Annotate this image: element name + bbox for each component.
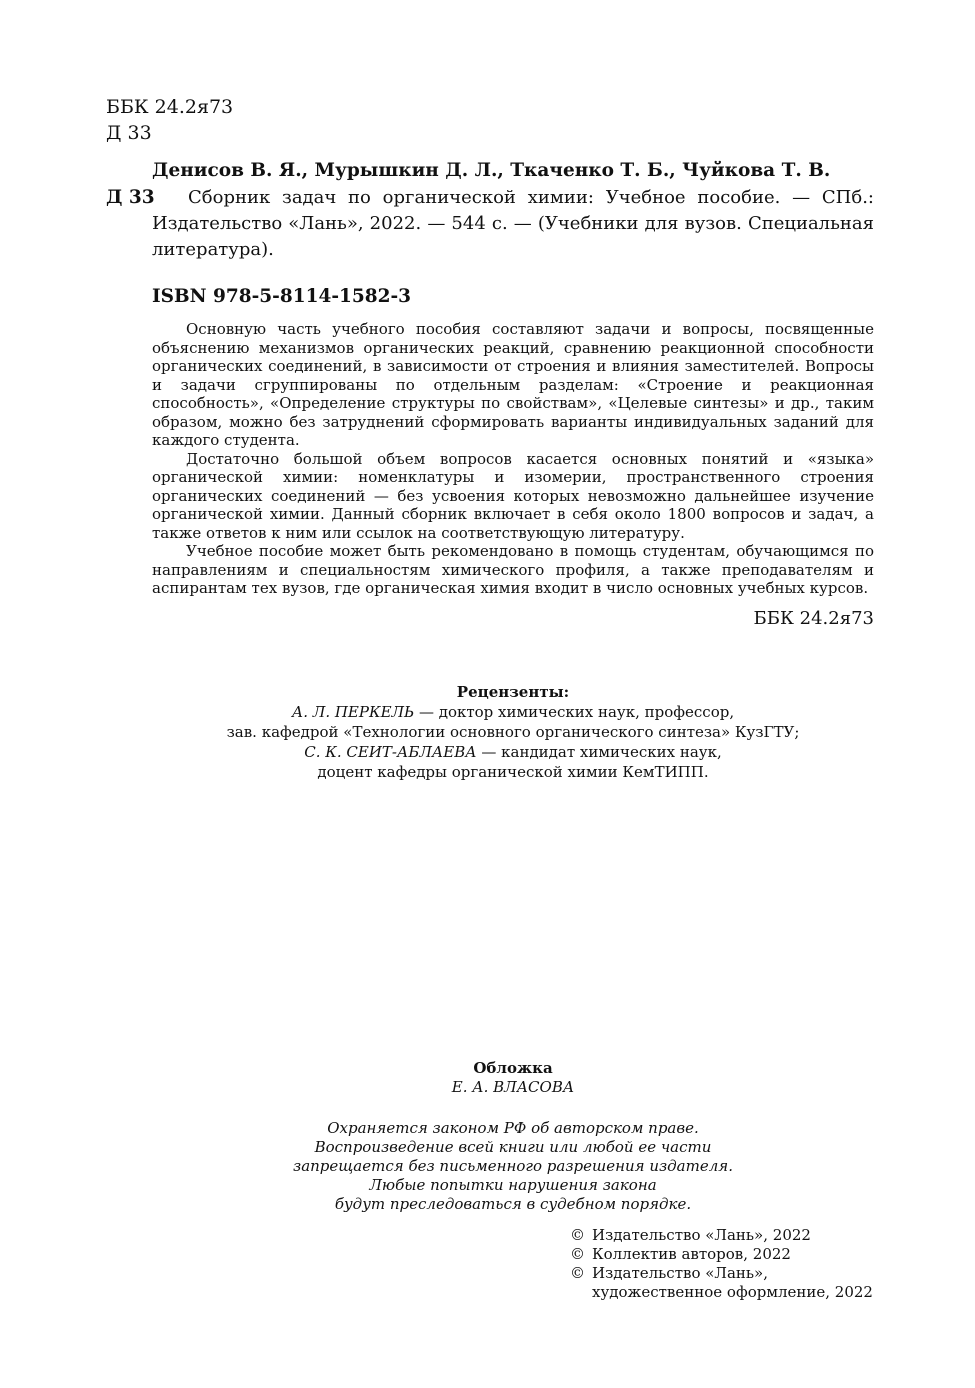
abstract-paragraph: Основную часть учебного пособия составляют задачи и вопросы, посвященные объяснению механизмов органических реакций, сравнению реакционной способности органических соединений, в зависимости от строения и влияния заместителей. Вопросы и задачи сгруппированы по отдельным разделам: «Строение и реакционная способность», «Определение структуры по свойствам», «Целевые синтезы» и др., таким образом, можно без затруднений сформировать варианты индивидуальных заданий для каждого студента. xyxy=(152,320,874,449)
copyright-icon: © xyxy=(570,1245,585,1263)
reviewers-heading: Рецензенты: xyxy=(456,683,570,701)
cover-heading: Обложка xyxy=(473,1059,553,1077)
copyright-line-continued: художественное оформление, 2022 xyxy=(592,1283,873,1301)
copyright-line: © Коллектив авторов, 2022 xyxy=(570,1245,791,1263)
cover-designer: Е. А. ВЛАСОВА xyxy=(451,1078,575,1096)
law-line: будут преследоваться в судебном порядке. xyxy=(334,1195,692,1213)
reviewer-1-position: зав. кафедрой «Технологии основного органического синтеза» КузГТУ; xyxy=(226,723,800,741)
copyright-line: © Издательство «Лань», 2022 xyxy=(570,1226,811,1244)
reviewer-2-title: — кандидат химических наук, xyxy=(476,743,722,761)
reviewer-1 xyxy=(152,702,874,722)
law-line: Воспроизведение всей книги или любой ее части xyxy=(314,1138,712,1156)
copyright-block xyxy=(570,1226,873,1302)
law-line: запрещается без письменного разрешения издателя. xyxy=(293,1157,733,1175)
reviewer-2 xyxy=(152,742,874,762)
authors: Денисов В. Я., Мурышкин Д. Л., Ткаченко Т. Б., Чуйкова Т. В. xyxy=(152,160,831,181)
bbk-code-right: ББК 24.2я73 xyxy=(753,608,874,629)
abstract-paragraph: Учебное пособие может быть рекомендовано в помощь студентам, обучающимся по направлениям и специальностям химического профиля, а также преподавателям и аспирантам тех вузов, где органическая химия входит в число основных учебных курсов. xyxy=(152,542,874,597)
bbk-header xyxy=(106,94,233,146)
isbn: ISBN 978-5-8114-1582-3 xyxy=(152,286,412,307)
abstract xyxy=(152,320,874,598)
law-line: Охраняется законом РФ об авторском праве. xyxy=(327,1119,699,1137)
reviewer-1-name: А. Л. ПЕРКЕЛЬ xyxy=(291,703,415,721)
bbk-code: ББК 24.2я73 xyxy=(106,96,234,118)
copyright-icon: © xyxy=(570,1226,585,1244)
abstract-paragraph: Достаточно большой объем вопросов касается основных понятий и «языка» органической химии: номенклатуры и изомерии, пространственного строения органических соединений — без усвоения которых невозможно дальнейшее изучение органической химии. Данный сборник включает в себя около 1800 вопросов и задач, а также ответов к ним или ссылок на соответствующую литературу. xyxy=(152,449,874,542)
copyright-line: © Издательство «Лань», xyxy=(570,1264,769,1282)
description-text: Сборник задач по органической химии: Учебное пособие. — СПб.: Издательство «Лань», 2022. — 544 с. — (Учебники для вузов. Специальная литература). xyxy=(152,187,874,260)
law-line: Любые попытки нарушения закона xyxy=(369,1176,657,1194)
bibliographic-description xyxy=(152,185,874,263)
copyright-icon: © xyxy=(570,1264,585,1282)
law-notice xyxy=(152,1119,874,1214)
author-mark: Д 33 xyxy=(106,122,152,144)
bibliography-mark: Д 33 xyxy=(106,187,155,208)
reviewers xyxy=(152,682,874,782)
reviewer-2-name: С. К. СЕИТ-АБЛАЕВА xyxy=(304,743,477,761)
reviewer-2-position: доцент кафедры органической химии КемТИПП. xyxy=(317,763,709,781)
cover-credit xyxy=(152,1059,874,1097)
reviewer-1-title: — доктор химических наук, профессор, xyxy=(414,703,735,721)
